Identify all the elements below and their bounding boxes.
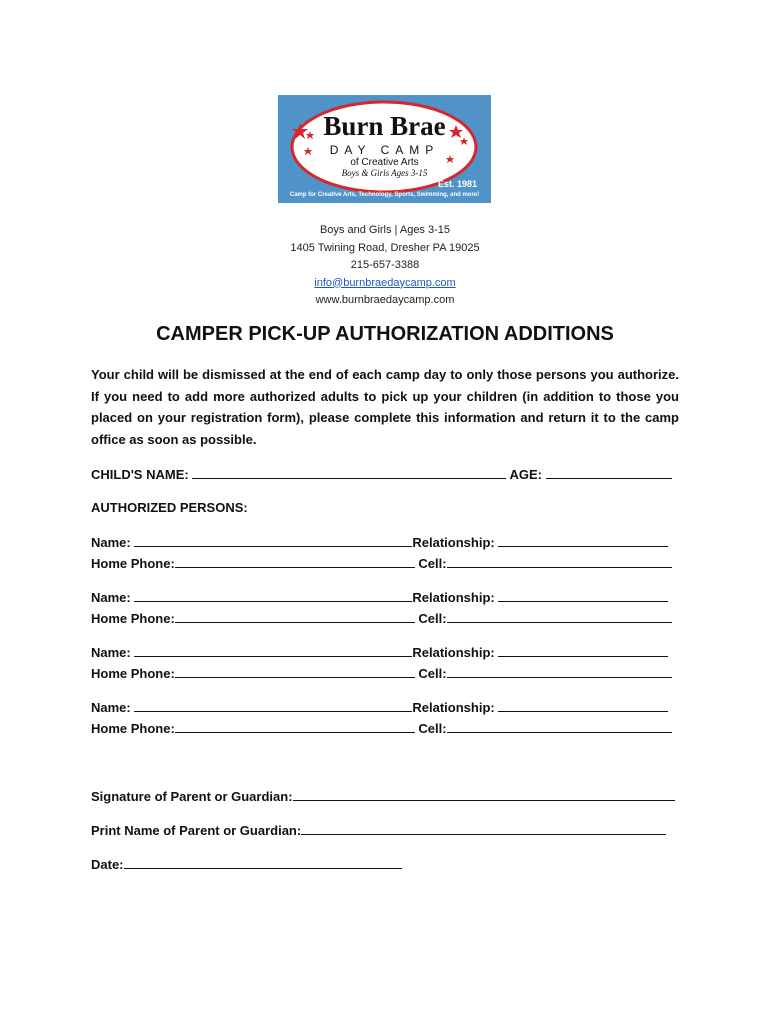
person-home-label: Home Phone: — [91, 611, 175, 626]
child-name-label: CHILD'S NAME: — [91, 467, 189, 482]
person-relationship-label: Relationship: — [412, 645, 495, 660]
person-1-cell-field[interactable] — [447, 555, 672, 568]
person-cell-label: Cell: — [418, 556, 447, 571]
person-home-label: Home Phone: — [91, 666, 175, 681]
contact-audience: Boys and Girls | Ages 3-15 — [319, 224, 451, 236]
person-1-name-field[interactable] — [134, 534, 412, 547]
contact-website: www.burnbraedaycamp.com — [315, 294, 455, 306]
logo-tagline: Camp for Creative Arts, Technology, Sports, Swimming, and more! — [289, 192, 480, 198]
child-row — [91, 466, 672, 482]
contact-block — [0, 222, 770, 310]
person-home-label: Home Phone: — [91, 721, 175, 736]
logo-ages: Boys & Girls Ages 3-15 — [341, 168, 428, 178]
person-1-phone-row — [91, 555, 672, 571]
logo-subtitle: of Creative Arts — [350, 157, 419, 168]
contact-address: 1405 Twining Road, Dresher PA 19025 — [290, 241, 480, 254]
person-2-home-phone-field[interactable] — [175, 610, 415, 623]
person-3-name-field[interactable] — [134, 644, 412, 657]
date-field[interactable] — [124, 856, 402, 869]
person-1-name-row — [91, 534, 668, 550]
person-4-name-field[interactable] — [134, 699, 412, 712]
person-relationship-label: Relationship: — [412, 590, 495, 605]
authorized-heading: AUTHORIZED PERSONS: — [91, 500, 248, 515]
camp-logo — [278, 95, 491, 203]
form-instructions: Your child will be dismissed at the end of each camp day to only those persons you authorize. If you need to add more authorized adults to pick up your children (in addition to those you placed on your registration form), please complete this information and return it to the camp office as soon as possible. — [91, 367, 679, 447]
person-name-label: Name: — [91, 645, 131, 660]
person-4-relationship-field[interactable] — [498, 699, 668, 712]
logo-established: Est. 1981 — [437, 179, 477, 189]
person-3-phone-row — [91, 665, 672, 681]
age-field[interactable] — [546, 466, 672, 479]
person-3-home-phone-field[interactable] — [175, 665, 415, 678]
person-2-cell-field[interactable] — [447, 610, 672, 623]
contact-phone: 215-657-3388 — [350, 259, 420, 271]
logo-name: Burn Brae — [323, 111, 446, 141]
signature-label: Signature of Parent or Guardian: — [91, 789, 293, 804]
person-4-phone-row — [91, 720, 672, 736]
contact-email-link[interactable]: info@burnbraedaycamp.com — [314, 276, 456, 289]
print-name-row — [91, 822, 666, 838]
print-name-field[interactable] — [301, 822, 666, 835]
person-3-name-row — [91, 644, 668, 660]
person-2-phone-row — [91, 610, 672, 626]
person-home-label: Home Phone: — [91, 556, 175, 571]
person-2-name-field[interactable] — [134, 589, 412, 602]
person-cell-label: Cell: — [418, 666, 447, 681]
person-4-cell-field[interactable] — [447, 720, 672, 733]
person-relationship-label: Relationship: — [412, 535, 495, 550]
child-name-field[interactable] — [192, 466, 506, 479]
person-2-relationship-field[interactable] — [498, 589, 668, 602]
print-name-label: Print Name of Parent or Guardian: — [91, 823, 302, 838]
person-1-home-phone-field[interactable] — [175, 555, 415, 568]
signature-field[interactable] — [293, 788, 675, 801]
signature-row — [91, 788, 675, 804]
person-3-relationship-field[interactable] — [498, 644, 668, 657]
person-cell-label: Cell: — [418, 721, 447, 736]
person-name-label: Name: — [91, 590, 131, 605]
person-name-label: Name: — [91, 535, 131, 550]
date-row — [91, 856, 402, 872]
person-cell-label: Cell: — [418, 611, 447, 626]
logo-daycamp: DAY CAMP — [329, 143, 440, 157]
person-4-name-row — [91, 699, 668, 715]
person-relationship-label: Relationship: — [412, 700, 495, 715]
age-label: AGE: — [509, 467, 542, 482]
person-4-home-phone-field[interactable] — [175, 720, 415, 733]
date-label: Date: — [91, 857, 124, 872]
person-name-label: Name: — [91, 700, 131, 715]
person-3-cell-field[interactable] — [447, 665, 672, 678]
form-title: CAMPER PICK-UP AUTHORIZATION ADDITIONS — [156, 323, 614, 345]
person-2-name-row — [91, 589, 668, 605]
person-1-relationship-field[interactable] — [498, 534, 668, 547]
